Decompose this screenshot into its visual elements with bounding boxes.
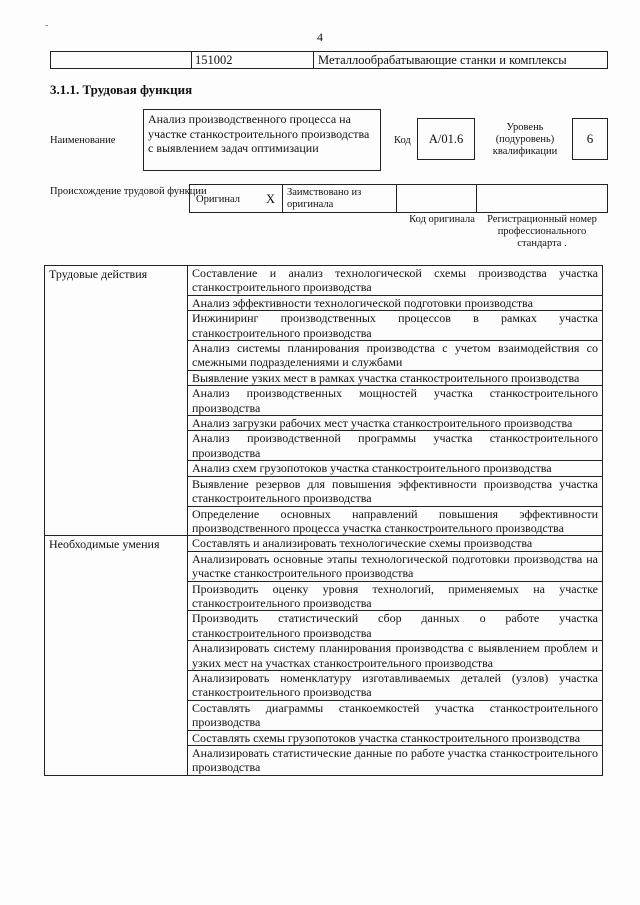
section-item: Анализировать систему планирования производства с выявлением проблем и узких мест на участках станкостроительного производства xyxy=(188,641,603,671)
origin-reg-number-cell xyxy=(477,185,607,212)
code-row-blank-cell xyxy=(51,52,192,68)
origin-borrowed-cell xyxy=(283,185,397,212)
section-item: Выявление резервов для повышения эффективности производства участка станкостроительного производства xyxy=(188,476,603,506)
code-label: Код xyxy=(394,135,411,146)
borrowed-label: Заимствовано из оригинала xyxy=(287,187,362,210)
section-item: Анализ системы планирования производства с учетом взаимодействия со смежными подразделениями и службами xyxy=(188,341,603,371)
function-code-box: A/01.6 xyxy=(417,118,475,160)
section-item: Выявление узких мест в рамках участка станкостроительного производства xyxy=(188,370,603,385)
section-item: Анализировать номенклатуру изготавливаемых деталей (узлов) участка станкостроительного производства xyxy=(188,670,603,700)
page-number: 4 xyxy=(317,30,323,44)
function-name-box: Анализ производственного процесса на участке станкостроительного производства с выявлением задач оптимизации xyxy=(143,109,381,171)
original-label: Оригинал xyxy=(196,194,240,205)
section-item: Составлять диаграммы станкоемкостей участка станкостроительного производства xyxy=(188,700,603,730)
section-item: Производить оценку уровня технологий, применяемых на участке станкостроительного производства xyxy=(188,581,603,611)
tick-mark: - xyxy=(45,20,49,31)
standard-code: 151002 xyxy=(191,52,314,68)
code-row xyxy=(50,51,608,69)
section-item: Анализировать статистические данные по работе участка станкостроительного производства xyxy=(188,746,603,776)
section-item: Инжиниринг производственных процессов в рамках участка станкостроительного производства xyxy=(188,311,603,341)
reg-number-label: Регистрационный номер профессионального стандарта . xyxy=(487,214,597,249)
original-mark: X xyxy=(266,192,276,206)
standard-title: Металлообрабатывающие станки и комплексы xyxy=(318,53,567,67)
section-item: Составлять схемы грузопотоков участка станкостроительного производства xyxy=(188,730,603,745)
name-label: Наименование xyxy=(50,135,116,146)
origin-code-label: Код оригинала xyxy=(409,214,475,225)
section-item: Определение основных направлений повышения эффективности производственного процесса участка станкостроительного производства xyxy=(188,506,603,536)
section-item: Анализ производственных мощностей участка станкостроительного производства xyxy=(188,386,603,416)
section-item: Анализировать основные этапы технологической подготовки производства на участке станкостроительного производства xyxy=(188,551,603,581)
table-row xyxy=(45,536,603,551)
origin-table xyxy=(189,184,608,213)
origin-label: Происхождение трудовой функции xyxy=(50,186,207,197)
section-title: Трудовые действия xyxy=(45,266,188,536)
level-value-box: 6 xyxy=(572,118,608,160)
section-item: Составлять и анализировать технологические схемы производства xyxy=(188,536,603,551)
section-item: Составление и анализ технологической схемы производства участка станкостроительного производства xyxy=(188,266,603,296)
section-item: Анализ загрузки рабочих мест участка станкостроительного производства xyxy=(188,416,603,431)
origin-original-cell xyxy=(190,185,283,212)
section-item: Производить статистический сбор данных о работе участка станкостроительного производства xyxy=(188,611,603,641)
section-title: Необходимые умения xyxy=(45,536,188,776)
table-row xyxy=(45,266,603,296)
level-label: Уровень (подуровень) квалификации xyxy=(492,122,558,157)
section-heading: 3.1.1. Трудовая функция xyxy=(50,82,193,97)
function-table xyxy=(44,265,603,776)
origin-code-cell xyxy=(397,185,477,212)
section-item: Анализ эффективности технологической подготовки производства xyxy=(188,295,603,310)
section-item: Анализ производственной программы участка станкостроительного производства xyxy=(188,431,603,461)
section-item: Анализ схем грузопотоков участка станкостроительного производства xyxy=(188,461,603,476)
